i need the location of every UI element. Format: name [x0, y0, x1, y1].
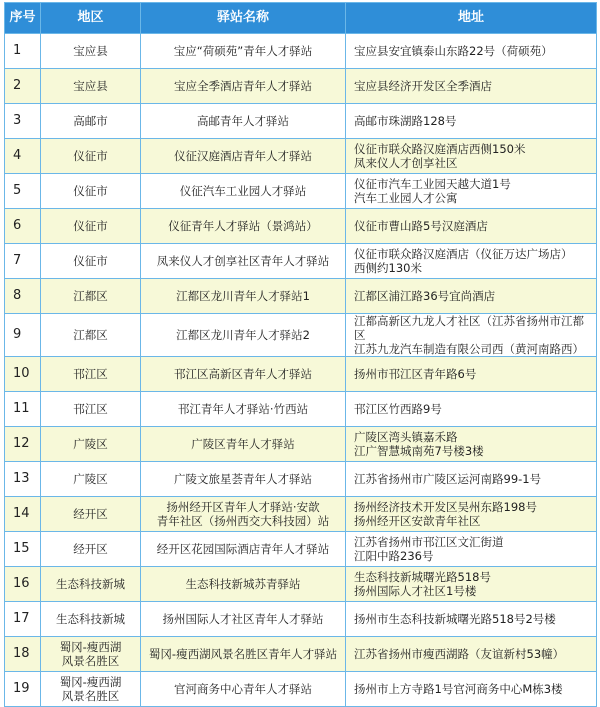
row-address: 广陵区湾头镇嘉禾路 江广智慧城南苑7号楼3楼: [346, 427, 597, 462]
row-number: 9: [5, 314, 41, 357]
row-number: 14: [5, 497, 41, 532]
row-region: 生态科技新城: [41, 567, 141, 602]
table-row: [5, 532, 597, 567]
table-row: [5, 357, 597, 392]
row-address: 仪征市汽车工业园天越大道1号 汽车工业园人才公寓: [346, 174, 597, 209]
row-address: 宝应县安宜镇泰山东路22号（荷硕苑）: [346, 34, 597, 69]
row-number: 4: [5, 139, 41, 174]
table-row: [5, 34, 597, 69]
table-header-row: [5, 3, 597, 34]
table-row: [5, 174, 597, 209]
table-row: [5, 244, 597, 279]
row-station-name: 江都区龙川青年人才驿站1: [141, 279, 346, 314]
table-row: [5, 104, 597, 139]
header-station-name: 驿站名称: [141, 3, 346, 34]
table-row: [5, 637, 597, 672]
row-station-name: 官河商务中心青年人才驿站: [141, 672, 346, 707]
table-row: [5, 279, 597, 314]
row-station-name: 江都区龙川青年人才驿站2: [141, 314, 346, 357]
row-address: 仪征市曹山路5号汉庭酒店: [346, 209, 597, 244]
row-region: 宝应县: [41, 69, 141, 104]
row-address: 宝应县经济开发区全季酒店: [346, 69, 597, 104]
row-station-name: 宝应全季酒店青年人才驿站: [141, 69, 346, 104]
row-region: 高邮市: [41, 104, 141, 139]
row-region: 邗江区: [41, 357, 141, 392]
table-row: [5, 462, 597, 497]
row-address: 扬州市邗江区青年路6号: [346, 357, 597, 392]
row-address: 江苏省扬州市瘦西湖路（友谊新村53幢）: [346, 637, 597, 672]
row-station-name: 仪征汉庭酒店青年人才驿站: [141, 139, 346, 174]
table-row: [5, 567, 597, 602]
row-number: 18: [5, 637, 41, 672]
row-region: 经开区: [41, 532, 141, 567]
table-body: [5, 34, 597, 707]
row-address: 江苏省扬州市邗江区文汇街道 江阳中路236号: [346, 532, 597, 567]
row-region: 广陵区: [41, 462, 141, 497]
row-number: 3: [5, 104, 41, 139]
row-station-name: 蜀冈-瘦西湖风景名胜区青年人才驿站: [141, 637, 346, 672]
row-station-name: 广陵区青年人才驿站: [141, 427, 346, 462]
row-station-name: 邗江区高新区青年人才驿站: [141, 357, 346, 392]
header-address: 地址: [346, 3, 597, 34]
row-address: 扬州经济技术开发区吴州东路198号 扬州经开区安歆青年社区: [346, 497, 597, 532]
row-address: 江苏省扬州市广陵区运河南路99-1号: [346, 462, 597, 497]
row-number: 15: [5, 532, 41, 567]
row-station-name: 仪征汽车工业园人才驿站: [141, 174, 346, 209]
table-row: [5, 314, 597, 357]
row-station-name: 高邮青年人才驿站: [141, 104, 346, 139]
table-row: [5, 427, 597, 462]
row-region: 广陵区: [41, 427, 141, 462]
row-station-name: 仪征青年人才驿站（景鸿站）: [141, 209, 346, 244]
row-address: 江都高新区九龙人才社区（江苏省扬州市江都区 江苏九龙汽车制造有限公司西（黄河南路西）: [346, 314, 597, 357]
row-station-name: 扬州国际人才社区青年人才驿站: [141, 602, 346, 637]
row-address: 高邮市珠湖路128号: [346, 104, 597, 139]
row-number: 13: [5, 462, 41, 497]
row-region: 蜀冈-瘦西湖 风景名胜区: [41, 637, 141, 672]
row-number: 12: [5, 427, 41, 462]
row-region: 宝应县: [41, 34, 141, 69]
row-station-name: 扬州经开区青年人才驿站·安歆 青年社区（扬州西交大科技园）站: [141, 497, 346, 532]
row-address: 生态科技新城曙光路518号 扬州国际人才社区1号楼: [346, 567, 597, 602]
row-region: 经开区: [41, 497, 141, 532]
row-station-name: 广陵文旅星荟青年人才驿站: [141, 462, 346, 497]
row-station-name: 邗江青年人才驿站·竹西站: [141, 392, 346, 427]
row-number: 7: [5, 244, 41, 279]
table-row: [5, 602, 597, 637]
row-number: 6: [5, 209, 41, 244]
row-number: 17: [5, 602, 41, 637]
row-address: 扬州市上方寺路1号官河商务中心M栋3楼: [346, 672, 597, 707]
row-region: 仪征市: [41, 209, 141, 244]
row-address: 江都区浦江路36号宜尚酒店: [346, 279, 597, 314]
row-number: 11: [5, 392, 41, 427]
row-region: 江都区: [41, 279, 141, 314]
row-number: 2: [5, 69, 41, 104]
row-station-name: 生态科技新城苏青驿站: [141, 567, 346, 602]
table-row: [5, 497, 597, 532]
row-region: 仪征市: [41, 174, 141, 209]
row-number: 1: [5, 34, 41, 69]
station-table-wrapper: [4, 2, 596, 707]
table-row: [5, 139, 597, 174]
row-address: 仪征市联众路汉庭酒店（仪征万达广场店） 西侧约130米: [346, 244, 597, 279]
row-region: 邗江区: [41, 392, 141, 427]
row-number: 10: [5, 357, 41, 392]
row-number: 8: [5, 279, 41, 314]
table-row: [5, 672, 597, 707]
header-region: 地区: [41, 3, 141, 34]
row-number: 5: [5, 174, 41, 209]
row-station-name: 经开区花园国际酒店青年人才驿站: [141, 532, 346, 567]
station-table: [4, 2, 597, 707]
row-number: 19: [5, 672, 41, 707]
row-number: 16: [5, 567, 41, 602]
table-row: [5, 69, 597, 104]
table-row: [5, 392, 597, 427]
table-row: [5, 209, 597, 244]
row-region: 生态科技新城: [41, 602, 141, 637]
row-region: 蜀冈-瘦西湖 风景名胜区: [41, 672, 141, 707]
row-address: 扬州市生态科技新城曙光路518号2号楼: [346, 602, 597, 637]
row-address: 仪征市联众路汉庭酒店西侧150米 凤来仪人才创享社区: [346, 139, 597, 174]
row-station-name: 凤来仪人才创享社区青年人才驿站: [141, 244, 346, 279]
row-region: 仪征市: [41, 139, 141, 174]
row-region: 仪征市: [41, 244, 141, 279]
row-address: 邗江区竹西路9号: [346, 392, 597, 427]
row-region: 江都区: [41, 314, 141, 357]
header-no: 序号: [5, 3, 41, 34]
row-station-name: 宝应“荷硕苑”青年人才驿站: [141, 34, 346, 69]
